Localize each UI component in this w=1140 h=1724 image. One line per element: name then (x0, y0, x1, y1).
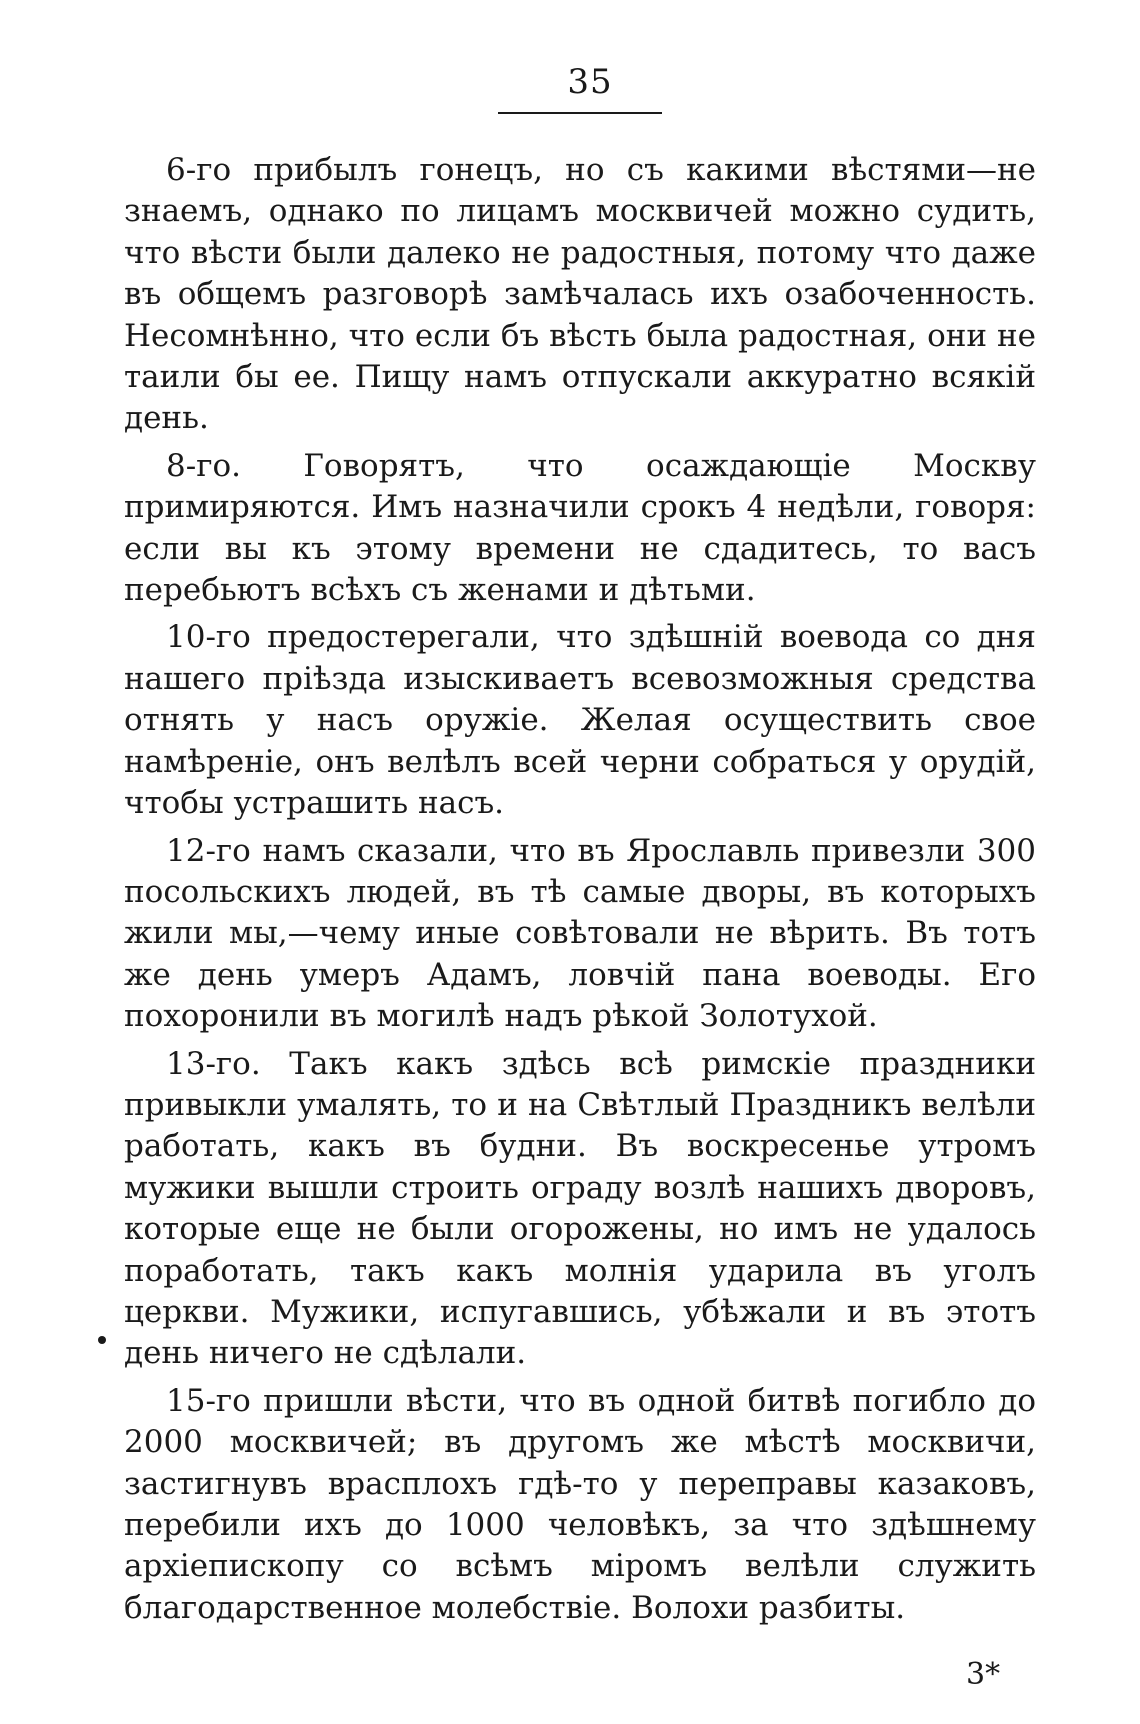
page-number: 35 (567, 62, 613, 102)
paragraph-day-12: 12-го намъ сказали, что въ Ярославль привезли 300 посольскихъ людей, въ тѣ самые дворы, въ которыхъ жили мы,—чему иные совѣтовали не вѣрить. Въ тотъ же день умеръ Адамъ, ловчій пана воеводы. Его похоронили въ могилѣ надъ рѣкой Золотухой. (124, 832, 1036, 1035)
margin-dot-mark (98, 1336, 106, 1344)
header-rule (498, 112, 662, 114)
paragraph-day-15: 15-го пришли вѣсти, что въ одной битвѣ погибло до 2000 москвичей; въ другомъ же мѣстѣ москвичи, застигнувъ врасплохъ гдѣ-то у переправы казаковъ, перебили ихъ до 1000 человѣкъ, за что здѣшнему архіепископу со всѣмъ міромъ велѣли служить благодарственное молебствіе. Волохи разбиты. (124, 1382, 1036, 1626)
body-text (124, 150, 1036, 1635)
paragraph-day-8: 8-го. Говорятъ, что осаждающіе Москву примиряются. Имъ назначили срокъ 4 недѣли, говоря: если вы къ этому времени не сдадитесь, то васъ перебьютъ всѣхъ съ женами и дѣтьми. (124, 447, 1036, 609)
paragraph-day-6: 6-го прибылъ гонецъ, но съ какими вѣстями—не знаемъ, однако по лицамъ москвичей можно судить, что вѣсти были далеко не радостныя, потому что даже въ общемъ разговорѣ замѣчалась ихъ озабоченность. Несомнѣнно, что если бъ вѣсть была радостная, они не таили бы ее. Пищу намъ отпускали аккуратно всякій день. (124, 152, 1036, 437)
paragraph-day-13: 13-го. Такъ какъ здѣсь всѣ римскіе праздники привыкли умалять, то и на Свѣтлый Праздникъ велѣли работать, какъ въ будни. Въ воскресенье утромъ мужики вышли строить ограду возлѣ нашихъ дворовъ, которые еще не были огорожены, но имъ не удалось поработать, такъ какъ молнія ударила въ уголъ церкви. Мужики, испугавшись, убѣжали и въ этотъ день ничего не сдѣлали. (124, 1045, 1036, 1372)
paragraph-day-10: 10-го предостерегали, что здѣшній воевода со дня нашего пріѣзда изыскиваетъ всевозможныя средства отнять у насъ оружіе. Желая осуществить свое намѣреніе, онъ велѣлъ всей черни собраться у орудій, чтобы устрашить насъ. (124, 619, 1036, 822)
signature-mark: 3* (966, 1657, 1001, 1692)
